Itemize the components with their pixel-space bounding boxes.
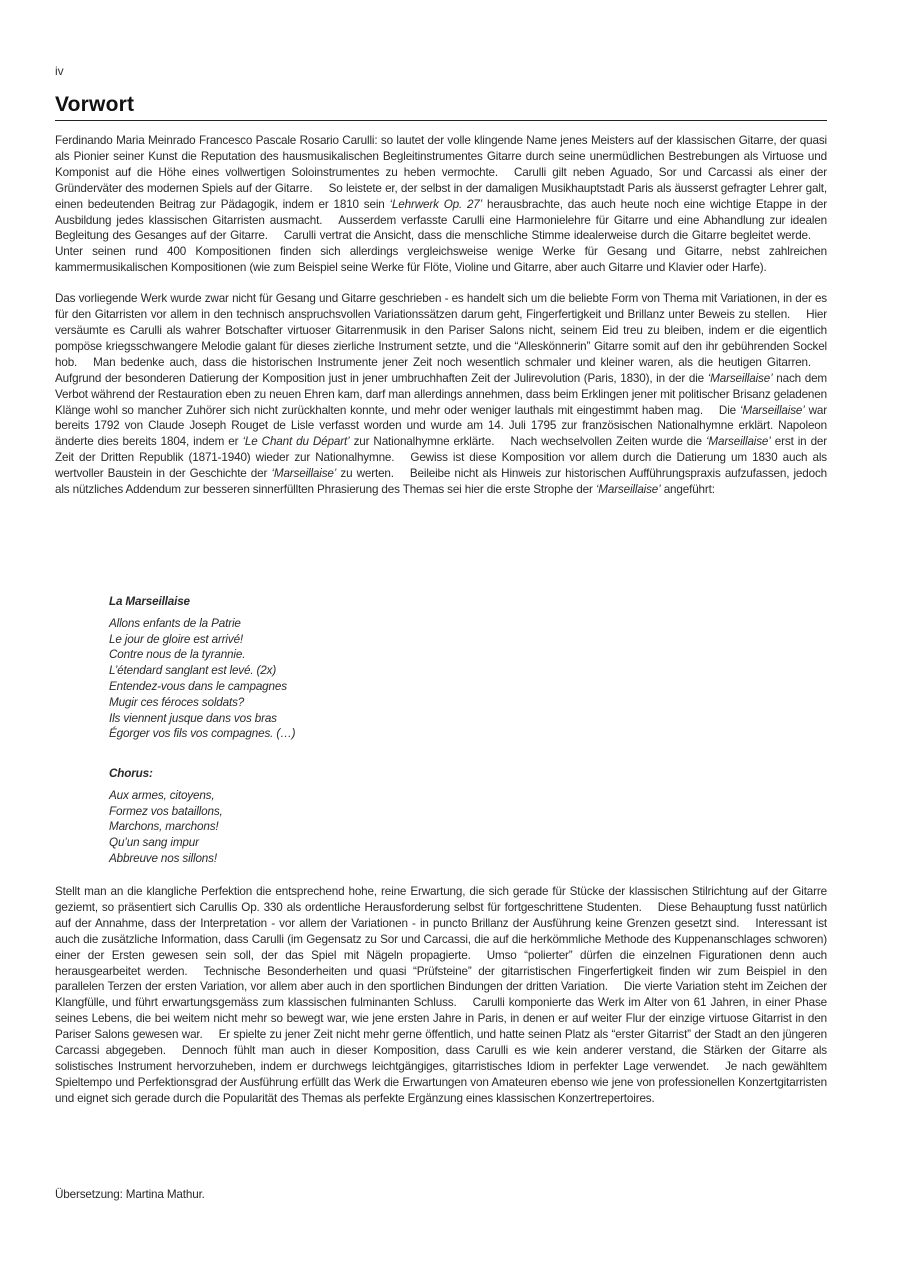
chorus-line: Qu’un sang impur: [109, 836, 199, 850]
chorus-line: Abbreuve nos sillons!: [109, 851, 217, 865]
p2-sentence: war bereits 1792 von Claude Joseph Rouget de Lisle verfasst worden und wurde am 14. Juli 1795 zur französischen Nationalhymne erklärt. Napoleon änderte dies bereits 1804, indem er: [55, 403, 828, 449]
p2-italic-title: ‘Marseillaise’: [739, 403, 805, 417]
poem-heading: La Marseillaise: [109, 595, 190, 608]
chorus-heading: Chorus:: [109, 767, 153, 780]
p2-sentence: erst in der Zeit der Dritten Republik (1871-1940) wieder zur Nationalhymne.: [55, 435, 828, 465]
body-text: [55, 133, 827, 498]
chorus-line: Formez vos bataillons,: [109, 804, 223, 818]
p2-italic-title: ‘Marseillaise’: [707, 371, 773, 385]
p3-sentence: Technische Besonderheiten und quasi “Prüfsteine” der gitarristischen Fingerfertigkeit finden wir zum Beispiel in den parallelen Terzen der ersten Variation, vor allem aber auch in den sportlichen Bindungen der dritten Variation.: [55, 964, 827, 994]
body-text-continued: [55, 884, 827, 1107]
p3-sentence: Carulli komponierte das Werk im Alter von 61 Jahren, in einer Phase seines Lebens, die bei weitem nicht mehr so bewegt war, wie jene ersten Jahre in Paris, in denen er auf weiter Flur der einzige virtuose Gitarrist in den Pariser Salons gewesen war.: [55, 996, 827, 1042]
p1-sentence: Carulli vertrat die Ansicht, dass die menschliche Stimme idealerweise durch die Gitarre begleitet werde.: [283, 229, 812, 243]
paragraph-1: [55, 133, 827, 276]
poem-line: Ils viennent jusque dans vos bras: [109, 711, 277, 725]
p3-sentence: Je nach gewähltem Spieltempo und Perfektionsgrad der Ausführung erfüllt das Werk die Erwartungen von Amateuren ebenso wie jene von professionellen Konzertgitarristen und eignet sich gerade durch die Popularität des Themas als perfekte Ergänzung eines klassischen Konzertrepertoires.: [55, 1059, 827, 1105]
paragraph-2: [55, 291, 827, 498]
poem-line: Allons enfants de la Patrie: [109, 616, 241, 630]
p1-sentence: Unter seinen rund 400 Kompositionen finden sich allerdings vergleichsweise wenige Werke für Gesang und Gitarre, nebst zahlreichen kammermusikalischen Kompositionen (wie zum Beispiel seine Werke für Flöte, Violine und Gitarre, aber auch Gitarre und Klavier oder Harfe).: [55, 245, 827, 275]
p2-italic-title: ‘Marseillaise’: [595, 483, 661, 497]
p2-sentence: nach dem Verbot während der Restauration eben zu neuen Ehren kam, darf man allerdings annehmen, dass beim Erklingen jener mit politischer Brisanz geladenen Klänge wohl so mancher Zuhörer sich nicht zurückhalten konnte, und mehr oder weniger lauthals mit eingestimmt haben mag.: [55, 371, 828, 417]
poem-line: Contre nous de la tyrannie.: [109, 648, 246, 662]
p1-sentence: Ausserdem verfasste Carulli eine Harmonielehre für Gitarre und eine Abhandlung zur idealen Begleitung des Gesanges auf der Gitarre.: [55, 213, 827, 243]
p3-sentence: Diese Behauptung fusst natürlich auf der Annahme, dass der Interpretation - vor allem der Variationen - in puncto Brillanz der Ausführung keine Grenzen gesetzt sind.: [55, 900, 827, 930]
p3-sentence: Er spielte zu jener Zeit nicht mehr gerne öffentlich, und hatte seinen Platz als “erster Gitarrist” der Stadt an den jüngeren Carcassi abgegeben.: [55, 1028, 827, 1058]
poem-line: Mugir ces féroces soldats?: [109, 695, 245, 709]
p3-sentence: Umso “polierter” dürfen die einzelnen Figurationen denn auch herausgearbeitet werden.: [55, 948, 827, 978]
poem-verse: [109, 594, 609, 742]
p2-sentence: Nach wechselvollen Zeiten wurde die: [510, 435, 706, 449]
p3-sentence: Stellt man an die klangliche Perfektion die entsprechend hohe, reine Erwartung, die sich gerade für Stücke der klassischen Stilrichtung auf der Gitarre geziemt, so präsentiert sich Carullis Op. 330 als ordentliche Herausforderung selbst für fortgeschrittene Studenten.: [55, 885, 827, 914]
p2-sentence: zur Nationalhymne erklärte.: [349, 435, 495, 449]
p1-sentence: Ferdinando Maria Meinrado Francesco Pascale Rosario Carulli: so lautet der volle klingende Name jenes Meisters auf der klassischen Gitarre, der quasi als Pionier seiner Kunst die Reputation des hausmusikalischen Begleitinstrumentes Gitarre durch seine unermüdlichen Bestrebungen als Virtuose und Komponist auf die Höhe eines vollwertigen Soloinstrumentes zu heben vermochte.: [55, 134, 827, 179]
p2-sentence: Beileibe nicht als Hinweis zur historischen Aufführungspraxis aufzufassen, jedoch als nützliches Addendum zur besseren sinnerfüllten Phrasierung des Themas sei hier die erste Strophe der: [55, 467, 828, 497]
chorus-line: Marchons, marchons!: [109, 820, 219, 834]
p2-sentence: Man bedenke auch, dass die historischen Instrumente jener Zeit noch wesentlich schmaler und kleiner waren, als die heutigen Gitarren.: [93, 355, 811, 369]
p2-sentence: Die: [718, 403, 740, 417]
p3-sentence: Interessant ist auch die zusätzliche Information, dass Carulli (im Gegensatz zu Sor und Carcassi, die auf die herkömmliche Methode des Kuppenanschlages schworen) einer der Ersten gewesen sein soll, der das Spiel mit Nägeln propagierte.: [55, 916, 827, 962]
p2-italic-title: ‘Marseillaise’: [271, 467, 337, 481]
poem-line: Entendez-vous dans le campagnes: [109, 679, 287, 693]
poem-line: Le jour de gloire est arrivé!: [109, 632, 244, 646]
p2-sentence: Gewiss ist diese Komposition vor allem durch die Datierung um 1830 auch als wertvoller Baustein in der Geschichte der: [55, 451, 827, 481]
poem-line: L’étendard sanglant est levé. (2x): [109, 664, 277, 678]
p2-italic-title: ‘Marseillaise’: [705, 435, 771, 449]
p2-sentence: zu werten.: [336, 467, 394, 481]
p2-sentence: Das vorliegende Werk wurde zwar nicht für Gesang und Gitarre geschrieben - es handelt sich um die beliebte Form von Thema mit Variationen, in der es für den Gitarristen vor allem in den technisch anspruchsvollen Variationssätzen darum geht, Fingerfertigkeit und Brillanz unter Beweis zu stellen.: [55, 292, 827, 322]
paragraph-3: [55, 884, 827, 1107]
p1-sentence: Carulli gilt neben Aguado, Sor und Carcassi als einer der Gründerväter des modernen Spiels auf der Gitarre.: [55, 165, 827, 195]
p2-italic-title: ‘Le Chant du Départ’: [242, 435, 350, 449]
poem-line: Égorger vos fils vos compagnes. (…): [109, 727, 296, 741]
p1-italic-title: ‘Lehrwerk Op. 27’: [389, 197, 483, 211]
chorus-line: Aux armes, citoyens,: [109, 788, 215, 802]
p2-sentence: angeführt:: [660, 483, 715, 497]
page-number: iv: [55, 64, 64, 78]
p2-sentence: Hier versäumte es Carulli als wahrer Botschafter virtuoser Gitarrenmusik in den Pariser Salons nicht, seinem Eid treu zu bleiben, indem er die eigentlich pompöse kriegsschwangere Melodie galant für dieses zierliche Instrument setzte, und die “Alleskönnerin” Gitarre somit auf den ihr gebührenden Sockel hob.: [55, 308, 827, 369]
p1-sentence: herausbrachte, das auch heute noch eine wichtige Etappe in der Ausbildung jedes klassischen Gitarristen ausmacht.: [55, 197, 828, 227]
page-title: Vorwort: [55, 93, 135, 116]
p1-sentence: So leistete er, der selbst in der damaligen Musikhauptstadt Paris als äusserst gefragter Lehrer galt, einen bedeutenden Beitrag zur Pädagogik, indem er 1810 sein: [55, 181, 827, 211]
title-rule: [55, 120, 827, 121]
p3-sentence: Dennoch fühlt man auch in dieser Komposition, dass Carulli es wie kein anderer verstand, die Stärken der Gitarre als solistisches Instrument hervorzuheben, indem er durchwegs leichtgängiges, gitarristisches Idiom in perfekter Lage verwendet.: [55, 1044, 827, 1073]
p3-sentence: Die vierte Variation steht im Zeichen der Klangfülle, und führt erwartungsgemäss zum klassischen fulminanten Schluss.: [55, 980, 828, 1010]
poem-chorus: [109, 766, 609, 867]
translator-credit: Übersetzung: Martina Mathur.: [55, 1188, 205, 1201]
p2-sentence: Aufgrund der besonderen Datierung der Komposition just in jener umbruchhaften Zeit der Julirevolution (Paris, 1830), in der die: [55, 371, 708, 385]
